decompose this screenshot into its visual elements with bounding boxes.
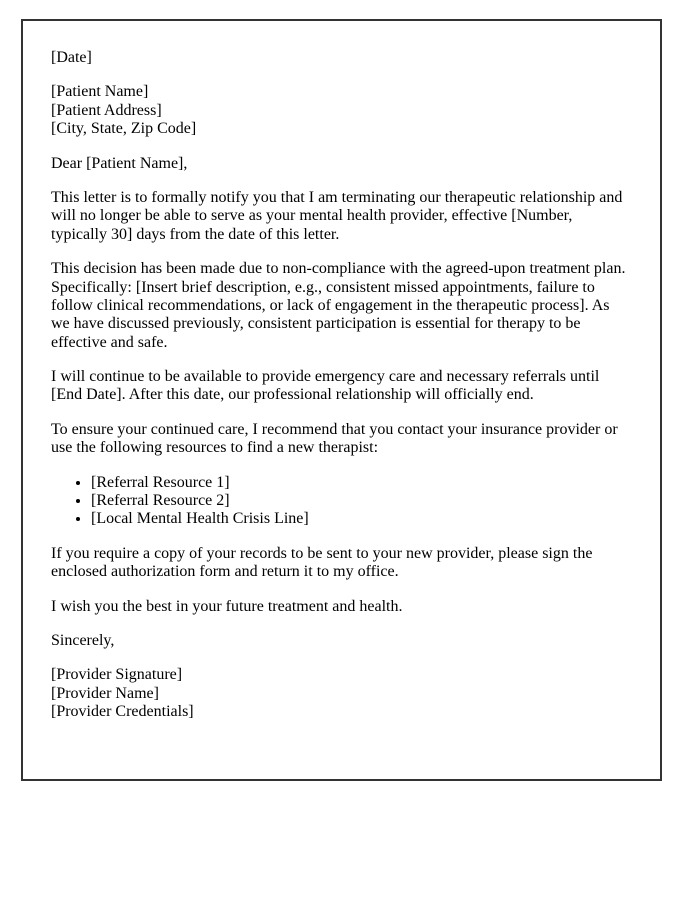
provider-name-line: [Provider Name] [51,684,159,702]
recipient-address-line: [Patient Address] [51,101,162,119]
provider-credentials-line: [Provider Credentials] [51,703,194,721]
recipient-name-line: [Patient Name] [51,83,149,101]
recipient-city-state-zip-line: [City, State, Zip Code] [51,120,197,138]
recipient-address-block [51,83,632,138]
provider-signature-line: [Provider Signature] [51,666,183,684]
referral-resources-list [51,474,632,529]
paragraph-records-authorization: If you require a copy of your records to be sent to your new provider, please sign the enclosed authorization form and return it to my office. [51,544,593,581]
list-item-referral-resource-2: • [Referral Resource 2] [91,492,632,510]
date-line: [Date] [51,49,92,66]
list-item-crisis-line: • [Local Mental Health Crisis Line] [91,510,632,528]
paragraph-well-wishes: I wish you the best in your future treatment and health. [51,597,403,615]
paragraph-emergency-care: I will continue to be available to provide emergency care and necessary referrals until [End Date]. After this date, our professional relationship will officially end. [51,368,600,404]
paragraph-termination-notice: This letter is to formally notify you that I am terminating our therapeutic relationship and will no longer be able to serve as your mental health provider, effective [Number, typically 30] days from the date of this letter. [51,188,623,243]
paragraph-continued-care: To ensure your continued care, I recommend that you contact your insurance provider or use the following resources to find a new therapist: [51,420,618,457]
signature-block [51,666,632,721]
letter-page [21,19,662,781]
paragraph-termination-reason: This decision has been made due to non-compliance with the agreed-upon treatment plan. Specifically: [Insert brief description, e.g., consistent missed appointments, failure to follow clinical recommendations, or lack of engagement in the therapeutic process]. As we have discussed previously, consistent participation is essential for therapy to be effective and safe. [51,260,626,351]
salutation: Dear [Patient Name], [51,154,188,172]
list-item-referral-resource-1: • [Referral Resource 1] [91,474,632,492]
sign-off: Sincerely, [51,631,115,649]
